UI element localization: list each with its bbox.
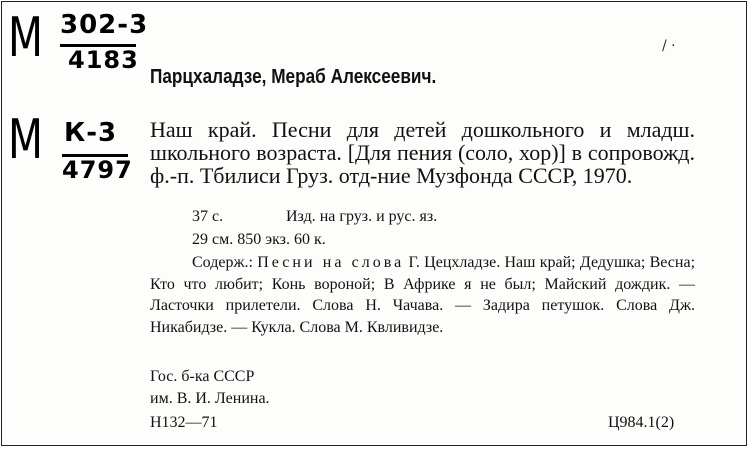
title-block: Наш край. Песни для детей дошкольного и младш. школьного возраста. [Для пения (соло, хор)] в сопровожд. ф.-п. Тбилиси Груз. отд-ние Музфонда СССР, 1970.: [150, 117, 695, 188]
size-copies-price: 29 см. 850 экз. 60 к.: [192, 231, 326, 248]
handwritten-letter-top: М: [8, 6, 44, 69]
library-line-2: им. В. И. Ленина.: [150, 390, 270, 407]
handwritten-letter-bottom: М: [8, 108, 44, 171]
corner-mark: / ·: [662, 38, 676, 54]
handwritten-code-bottom: К-3: [64, 118, 118, 148]
handwritten-code-top-sub: 4183: [68, 46, 139, 74]
contents-note: [150, 252, 695, 338]
handwritten-code-top: 302-3: [60, 10, 149, 40]
library-line-1: Гос. б-ка СССР: [150, 368, 255, 385]
card-code-right: Ц984.1(2): [608, 414, 675, 431]
author-heading: Парцхаладзе, Мераб Алексеевич.: [150, 66, 437, 88]
edition-note: Изд. на груз. и рус. яз.: [286, 208, 438, 225]
catalog-card: [1, 1, 747, 446]
contents-spaced-phrase: Песни на слова: [257, 254, 405, 271]
pages-count: 37 с.: [192, 208, 224, 225]
card-code-left: Н132—71: [150, 414, 218, 431]
contents-text: Г. Цецхладзе. Наш край; Дедушка; Весна; Кто что любит; Конь вороной; В Африке я не был; Майский дождик. — Ласточки прилетели. Слова Н. Чачава. — Задира петушок. Слова Дж. Никабидзе. — Кукла. Слова М. Квливидзе.: [150, 254, 696, 336]
handwritten-code-bottom-sub: 4797: [62, 156, 133, 184]
contents-label: Содерж.:: [192, 254, 253, 271]
